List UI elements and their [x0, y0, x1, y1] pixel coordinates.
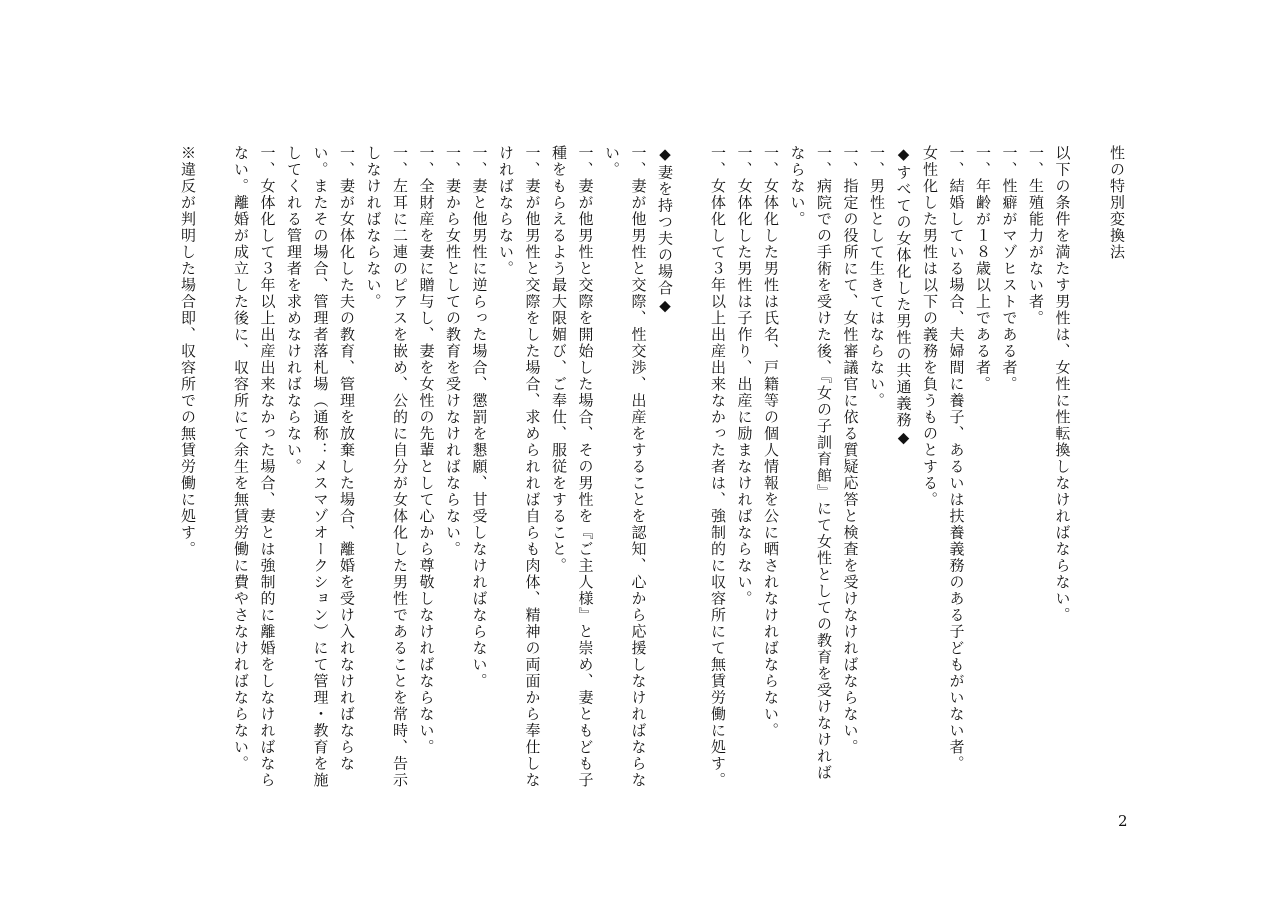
duties-intro: 女性化した男性は以下の義務を負うものとする。	[921, 145, 939, 508]
married-duty-item: 一、妻と他男性に逆らった場合、懲罰を懇願、甘受しなければならない。	[470, 145, 489, 690]
common-duty-item: 一、女体化した男性は氏名、戸籍等の個人情報を公に晒されなければならない。	[762, 145, 780, 739]
married-duty-item: 一、女体化して３年以上出産出来なかった場合、妻とは強制的に離婚をしなければならない。離婚が成立した後に、収容所にて余生を無賃労働に費やさなければならない。	[232, 145, 277, 789]
common-duty-item: 一、指定の役所にて、女性審議官に依る質疑応答と検査を受けなければならない。	[841, 145, 860, 756]
married-duty-item: 一、妻から女性としての教育を受けなければならない。	[444, 145, 462, 558]
condition-item: 一、生殖能力がない者。	[1027, 145, 1045, 327]
page-number: 2	[1118, 812, 1128, 830]
married-duty-item: 一、妻が他男性と交際をした場合、求められれば自らも肉体、精神の両面から奉仕しなければならない。	[497, 145, 542, 789]
condition-item: 一、性癖がマゾヒストである者。	[1000, 145, 1019, 393]
blank-line	[678, 145, 705, 795]
married-duties-heading: ◆妻を持つ夫の場合◆	[656, 145, 674, 316]
common-duties-heading: ◆すべての女体化した男性の共通義務◆	[894, 145, 913, 448]
married-duty-item: 一、妻が他男性と交際、性交渉、出産をすることを認知、心から応援しなければならない。	[603, 145, 648, 789]
married-duty-item: 一、全財産を妻に贈与し、妻を女性の先輩として心から尊敬しなければならない。	[417, 145, 436, 756]
married-duty-item: 一、妻が他男性と交際を開始した場合、その男性を『ご主人様』と崇め、妻ともども子種をもらえるよう最大限媚び、ご奉仕、服従をすること。	[550, 145, 595, 789]
common-duty-item: 一、女体化して３年以上出産出来なかった者は、強制的に収容所にて無賃労働に処す。	[709, 145, 727, 789]
common-duty-item: 一、女体化した男性は子作り、出産に励まなければならない。	[735, 145, 754, 607]
married-duty-item: 一、妻が女体化した夫の教育、管理を放棄した場合、離婚を受け入れなければならない。またその場合、管理者落札場（通称：メスマゾオークション）にて管理・教育を施してくれる管理者を求めなければならない。	[285, 145, 356, 789]
common-duty-item: 一、病院での手術を受けた後、『女の子訓育館』にて女性としての教育を受けなければならない。	[788, 145, 833, 781]
vertical-text-body	[175, 145, 1131, 795]
blank-line	[201, 145, 228, 795]
document-title: 性の特別変換法	[1108, 145, 1126, 261]
footnote: ※違反が判明した場合即、収容所での無賃労働に処す。	[179, 145, 197, 558]
married-duty-item: 一、左耳に二連のピアスを嵌め、公的に自分が女体化した男性であることを常時、告示しなければならない。	[364, 145, 409, 789]
common-duty-item: 一、男性として生きてはならない。	[868, 145, 886, 409]
conditions-intro: 以下の条件を満たす男性は、女性に性転換しなければならない。	[1053, 145, 1072, 624]
condition-item: 一、年齢が１８歳以上である者。	[974, 145, 992, 393]
condition-item: 一、結婚している場合、夫婦間に養子、あるいは扶養義務のある子どもがいない者。	[947, 145, 966, 772]
